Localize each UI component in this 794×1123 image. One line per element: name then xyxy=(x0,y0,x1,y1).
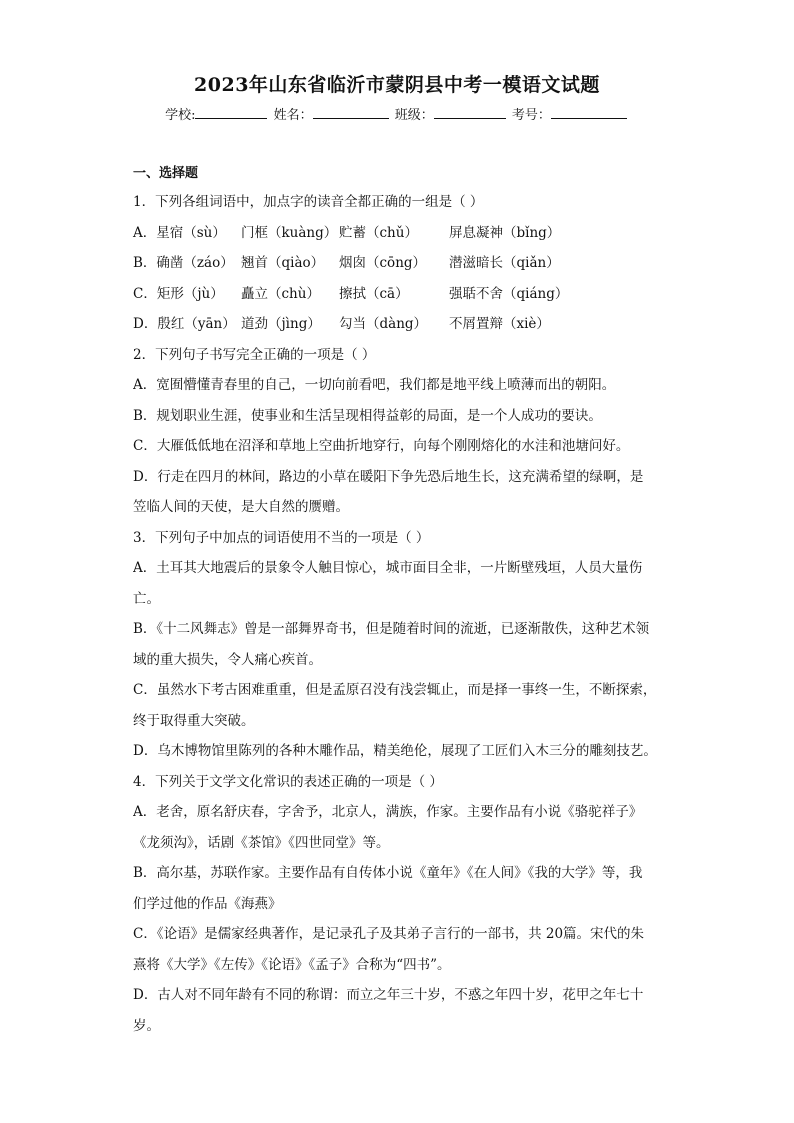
option-item: 勾当（dàng） xyxy=(339,316,428,332)
class-blank xyxy=(434,106,506,119)
question-4-option-a: A．老舍，原名舒庆春，字舍予，北京人，满族，作家。主要作品有小说《骆驼祥子》 xyxy=(133,804,643,820)
section-heading: 一、选择题 xyxy=(133,166,199,181)
question-2-option-d-continued: 笠临人间的天使，是大自然的赝赠。 xyxy=(133,499,349,515)
question-4-option-d-continued: 岁。 xyxy=(133,1017,160,1034)
question-3-option-a: A．土耳其大地震后的景象令人触目惊心，城市面目全非，一片断壁残垣，人员大量伤 xyxy=(133,560,643,576)
option-item: 擦拭（cā） xyxy=(339,285,409,302)
option-item: B．确凿（záo） xyxy=(133,255,234,271)
question-1-option-b xyxy=(133,248,665,279)
option-item: 不屑置辩（xiè） xyxy=(449,316,550,332)
option-item: 贮蓄（chǔ） xyxy=(339,224,418,241)
question-2-option-b: B．规划职业生涯，使事业和生活呈现相得益彰的局面，是一个人成功的要诀。 xyxy=(133,407,602,424)
question-4-stem: 4．下列关于文学文化常识的表述正确的一项是（ ） xyxy=(133,773,443,790)
page-title: 2023年山东省临沂市蒙阴县中考一模语文试题 xyxy=(194,74,600,96)
question-3-option-b-continued: 域的重大损失，令人痛心疾首。 xyxy=(133,651,322,668)
question-2-option-d: D．行走在四月的林间，路边的小草在暖阳下争先恐后地生长，这充满希望的绿啊，是 xyxy=(133,468,644,485)
school-label: 学校: xyxy=(165,108,196,123)
option-item: 矗立（chù） xyxy=(241,285,320,302)
question-3-option-d: D．乌木博物馆里陈列的各种木雕作品，精美绝伦，展现了工匠们入木三分的雕刻技艺。 xyxy=(133,743,657,759)
option-item: D．殷红（yān） xyxy=(133,316,236,332)
option-item: A．星宿（sù） xyxy=(133,224,226,241)
question-3-option-b: B．《十二风舞志》曾是一部舞界奇书，但是随着时间的流逝，已逐渐散佚，这种艺术领 xyxy=(133,621,650,637)
question-1-stem: 1．下列各组词语中，加点字的读音全都正确的一组是（ ） xyxy=(133,194,484,210)
question-4-option-c: C．《论语》是儒家经典著作，是记录孔子及其弟子言行的一部书，共 20篇。宋代的朱 xyxy=(133,926,645,942)
name-blank xyxy=(313,106,389,119)
question-1-option-c xyxy=(133,279,665,310)
question-4-option-d: D．古人对不同年龄有不同的称谓：而立之年三十岁，不惑之年四十岁，花甲之年七十 xyxy=(133,987,644,1003)
question-3-option-c-continued: 终于取得重大突破。 xyxy=(133,712,255,729)
question-3-option-c: C．虽然水下考古困难重重，但是孟原召没有浅尝辄止，而是择一事终一生，不断探索， xyxy=(133,682,657,698)
question-4-option-a-continued: 《龙须沟》，话剧《茶馆》《四世同堂》等。 xyxy=(133,834,390,851)
question-2-option-a: A．宽囿懵懂青春里的自己，一切向前看吧，我们都是地平线上喷薄而出的朝阳。 xyxy=(133,377,616,393)
question-2-option-c: C．大雁低低地在沼泽和草地上空曲折地穿行，向每个刚刚熔化的水洼和池塘问好。 xyxy=(133,438,630,454)
question-3-stem: 3．下列句子中加点的词语使用不当的一项是（ ） xyxy=(133,529,430,546)
option-item: 烟囱（cōng） xyxy=(339,255,427,271)
question-2-stem: 2．下列句子书写完全正确的一项是（ ） xyxy=(133,346,376,363)
question-4-option-b-continued: 们学过他的作品《海燕》 xyxy=(133,895,282,912)
school-blank xyxy=(195,106,267,119)
exam-number-blank xyxy=(551,106,627,119)
question-1-option-d xyxy=(133,309,665,340)
option-item: C．矩形（jù） xyxy=(133,285,224,302)
option-item: 道劲（jìng） xyxy=(241,316,321,332)
question-4-option-c-continued: 熹将《大学》《左传》《论语》《孟子》合称为“四书”。 xyxy=(133,956,451,973)
question-3-option-a-continued: 亡。 xyxy=(133,590,160,607)
exam-number-label: 考号： xyxy=(511,108,551,123)
question-content xyxy=(133,161,665,1041)
student-info-row xyxy=(0,104,794,123)
question-4-option-b: B．高尔基，苏联作家。主要作品有自传体小说《童年》《在人间》《我的大学》等，我 xyxy=(133,865,643,881)
option-item: 门框（kuàng） xyxy=(241,224,338,241)
name-label: 姓名： xyxy=(273,108,313,123)
class-label: 班级： xyxy=(394,108,434,123)
option-item: 屏息凝神（bǐng） xyxy=(449,224,561,241)
question-1-option-a xyxy=(133,218,665,249)
option-item: 潜滋暗长（qiǎn） xyxy=(449,255,560,271)
option-item: 翘首（qiào） xyxy=(241,255,325,271)
option-item: 强聒不舍（qiáng） xyxy=(449,285,569,302)
